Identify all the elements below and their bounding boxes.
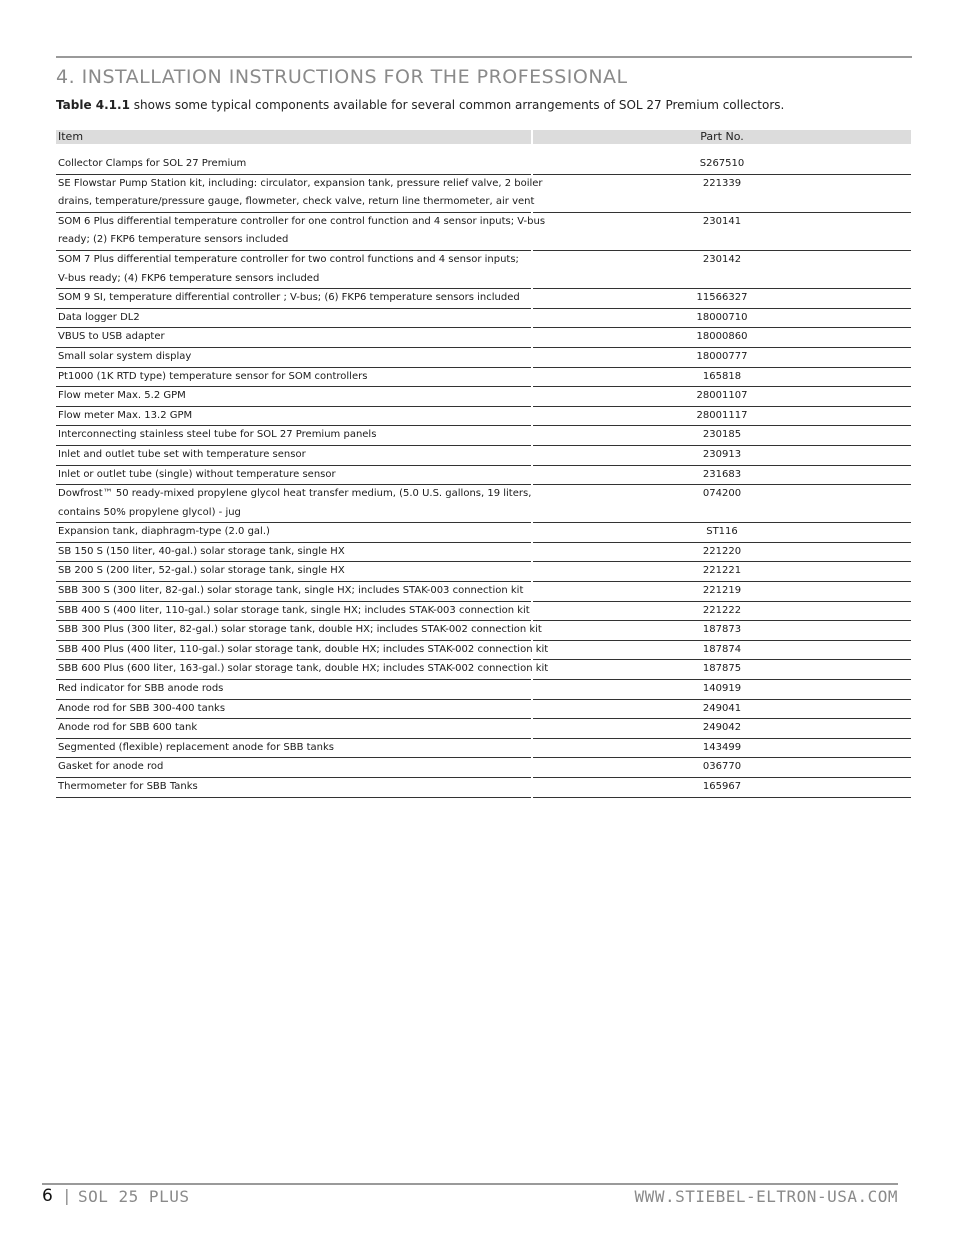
item-text-line: SBB 400 S (400 liter, 110-gal.) solar storage tank, single HX; includes STAK-003 connection kit: [58, 604, 530, 616]
table-row: [56, 213, 911, 251]
item-description: [56, 466, 531, 486]
part-number: 165967: [533, 778, 911, 798]
item-description: [56, 562, 531, 582]
item-text-line: ready; (2) FKP6 temperature sensors included: [58, 234, 289, 246]
item-text-line: Flow meter Max. 13.2 GPM: [58, 409, 193, 421]
page-footer: [42, 1186, 898, 1208]
part-number: 221339: [533, 175, 911, 213]
table-row: [56, 251, 911, 289]
part-number-column-header: Part No.: [533, 130, 911, 144]
part-number: 221220: [533, 543, 911, 563]
part-number: 230142: [533, 251, 911, 289]
part-number: 18000777: [533, 348, 911, 368]
part-number: 230913: [533, 446, 911, 466]
item-text-line: Segmented (flexible) replacement anode for SBB tanks: [58, 741, 335, 753]
footer-separator: |: [62, 1186, 72, 1205]
item-description: [56, 641, 549, 661]
item-text-line: Anode rod for SBB 600 tank: [58, 722, 198, 734]
part-number: 221221: [533, 562, 911, 582]
item-text-line: Small solar system display: [58, 350, 192, 362]
table-row: [56, 407, 911, 427]
item-text-line: SB 150 S (150 liter, 40-gal.) solar storage tank, single HX: [58, 545, 345, 557]
item-text-line: Anode rod for SBB 300-400 tanks: [58, 702, 226, 714]
table-row: [56, 543, 911, 563]
table-row: [56, 660, 911, 680]
item-description: [56, 660, 549, 680]
table-row: [56, 719, 911, 739]
item-description: [56, 289, 531, 309]
item-text-line: Dowfrost™ 50 ready-mixed propylene glycol heat transfer medium, (5.0 U.S. gallons, 19 liters,: [58, 488, 532, 500]
components-table: [56, 130, 911, 798]
table-row: [56, 309, 911, 329]
item-text-line: SBB 400 Plus (400 liter, 110-gal.) solar storage tank, double HX; includes STAK-002 connection kit: [58, 643, 549, 655]
item-text-line: Data logger DL2: [58, 311, 140, 323]
table-row: [56, 446, 911, 466]
item-column-header: Item: [56, 130, 531, 144]
table-row: [56, 289, 911, 309]
item-description: [56, 739, 531, 759]
footer-divider: [42, 1183, 898, 1185]
item-text-line: V-bus ready; (4) FKP6 temperature sensors included: [58, 272, 320, 284]
item-description: [56, 387, 531, 407]
item-description: [56, 602, 531, 622]
part-number: 143499: [533, 739, 911, 759]
part-number: 036770: [533, 758, 911, 778]
item-description: [56, 523, 531, 543]
table-row: [56, 739, 911, 759]
table-row: [56, 621, 911, 641]
part-number: 187875: [533, 660, 911, 680]
item-text-line: Thermometer for SBB Tanks: [58, 781, 198, 792]
part-number: 230141: [533, 213, 911, 251]
table-row: [56, 641, 911, 661]
table-row: [56, 758, 911, 778]
part-number: 249042: [533, 719, 911, 739]
part-number: 187874: [533, 641, 911, 661]
part-number: 165818: [533, 368, 911, 388]
part-number: S267510: [533, 155, 911, 175]
item-text-line: contains 50% propylene glycol) - jug: [58, 506, 241, 518]
item-description: [56, 175, 543, 213]
table-header: [56, 130, 911, 144]
item-description: [56, 213, 546, 251]
table-row: [56, 155, 911, 175]
table-row: [56, 582, 911, 602]
item-text-line: SOM 9 SI, temperature differential controller ; V-bus; (6) FKP6 temperature sensors included: [58, 292, 520, 304]
item-text-line: SOM 6 Plus differential temperature controller for one control function and 4 sensor inputs; V-bus: [58, 215, 546, 227]
table-row: [56, 523, 911, 543]
item-description: [56, 368, 531, 388]
part-number: 231683: [533, 466, 911, 486]
part-number: 221219: [533, 582, 911, 602]
item-description: [56, 582, 531, 602]
table-row: [56, 602, 911, 622]
table-row: [56, 680, 911, 700]
table-row: [56, 700, 911, 720]
item-description: [56, 155, 531, 175]
table-row: [56, 175, 911, 213]
top-divider: [56, 56, 912, 58]
item-text-line: SBB 300 Plus (300 liter, 82-gal.) solar storage tank, double HX; includes STAK-002 connection kit: [58, 624, 542, 636]
item-text-line: SOM 7 Plus differential temperature controller for two control functions and 4 sensor inputs;: [58, 253, 519, 265]
item-text-line: Expansion tank, diaphragm-type (2.0 gal.): [58, 526, 270, 538]
intro-text: shows some typical components available for several common arrangements of SOL 27 Premium collectors.: [129, 98, 785, 112]
item-text-line: VBUS to USB adapter: [58, 331, 165, 343]
item-description: [56, 543, 531, 563]
part-number: 18000710: [533, 309, 911, 329]
part-number: 140919: [533, 680, 911, 700]
table-row: [56, 328, 911, 348]
part-number: ST116: [533, 523, 911, 543]
part-number: 249041: [533, 700, 911, 720]
item-text-line: SB 200 S (200 liter, 52-gal.) solar storage tank, single HX: [58, 565, 345, 577]
item-description: [56, 700, 531, 720]
item-text-line: Inlet or outlet tube (single) without temperature sensor: [58, 468, 336, 480]
item-description: [56, 778, 531, 798]
part-number: 28001107: [533, 387, 911, 407]
part-number: 28001117: [533, 407, 911, 427]
item-text-line: Inlet and outlet tube set with temperature sensor: [58, 448, 306, 460]
part-number: 187873: [533, 621, 911, 641]
item-text-line: Pt1000 (1K RTD type) temperature sensor for SOM controllers: [58, 370, 368, 382]
item-description: [56, 680, 531, 700]
item-description: [56, 251, 531, 289]
item-description: [56, 348, 531, 368]
table-reference: Table 4.1.1: [56, 98, 130, 112]
table-row: [56, 348, 911, 368]
item-description: [56, 621, 542, 641]
item-text-line: Gasket for anode rod: [58, 761, 164, 773]
item-text-line: Collector Clamps for SOL 27 Premium: [58, 158, 247, 169]
item-text-line: SE Flowstar Pump Station kit, including: circulator, expansion tank, pressure relief valve, 2 boiler: [58, 177, 543, 189]
item-text-line: Red indicator for SBB anode rods: [58, 683, 224, 695]
table-body: [56, 155, 911, 798]
item-description: [56, 328, 531, 348]
intro-paragraph: [56, 98, 916, 112]
table-row: [56, 387, 911, 407]
part-number: 074200: [533, 485, 911, 523]
part-number: 18000860: [533, 328, 911, 348]
part-number: 221222: [533, 602, 911, 622]
item-description: [56, 446, 531, 466]
item-description: [56, 407, 531, 427]
item-description: [56, 309, 531, 329]
item-description: [56, 426, 531, 446]
section-title: 4. INSTALLATION INSTRUCTIONS FOR THE PROFESSIONAL: [56, 66, 628, 88]
table-row: [56, 466, 911, 486]
part-number: 230185: [533, 426, 911, 446]
item-description: [56, 485, 531, 523]
item-text-line: Flow meter Max. 5.2 GPM: [58, 390, 186, 402]
item-description: [56, 719, 531, 739]
product-name: SOL 25 PLUS: [78, 1187, 190, 1206]
table-row: [56, 485, 911, 523]
part-number: 11566327: [533, 289, 911, 309]
item-text-line: drains, temperature/pressure gauge, flowmeter, check valve, return line thermometer, air vent: [58, 196, 535, 208]
website-url: WWW.STIEBEL-ELTRON-USA.COM: [634, 1187, 898, 1206]
table-row: [56, 368, 911, 388]
page-number: 6: [42, 1186, 53, 1206]
item-text-line: Interconnecting stainless steel tube for SOL 27 Premium panels: [58, 429, 377, 441]
table-row: [56, 426, 911, 446]
item-text-line: SBB 300 S (300 liter, 82-gal.) solar storage tank, single HX; includes STAK-003 connection kit: [58, 585, 524, 597]
item-text-line: SBB 600 Plus (600 liter, 163-gal.) solar storage tank, double HX; includes STAK-002 connection kit: [58, 663, 549, 675]
item-description: [56, 758, 531, 778]
table-row: [56, 562, 911, 582]
table-row: [56, 778, 911, 798]
